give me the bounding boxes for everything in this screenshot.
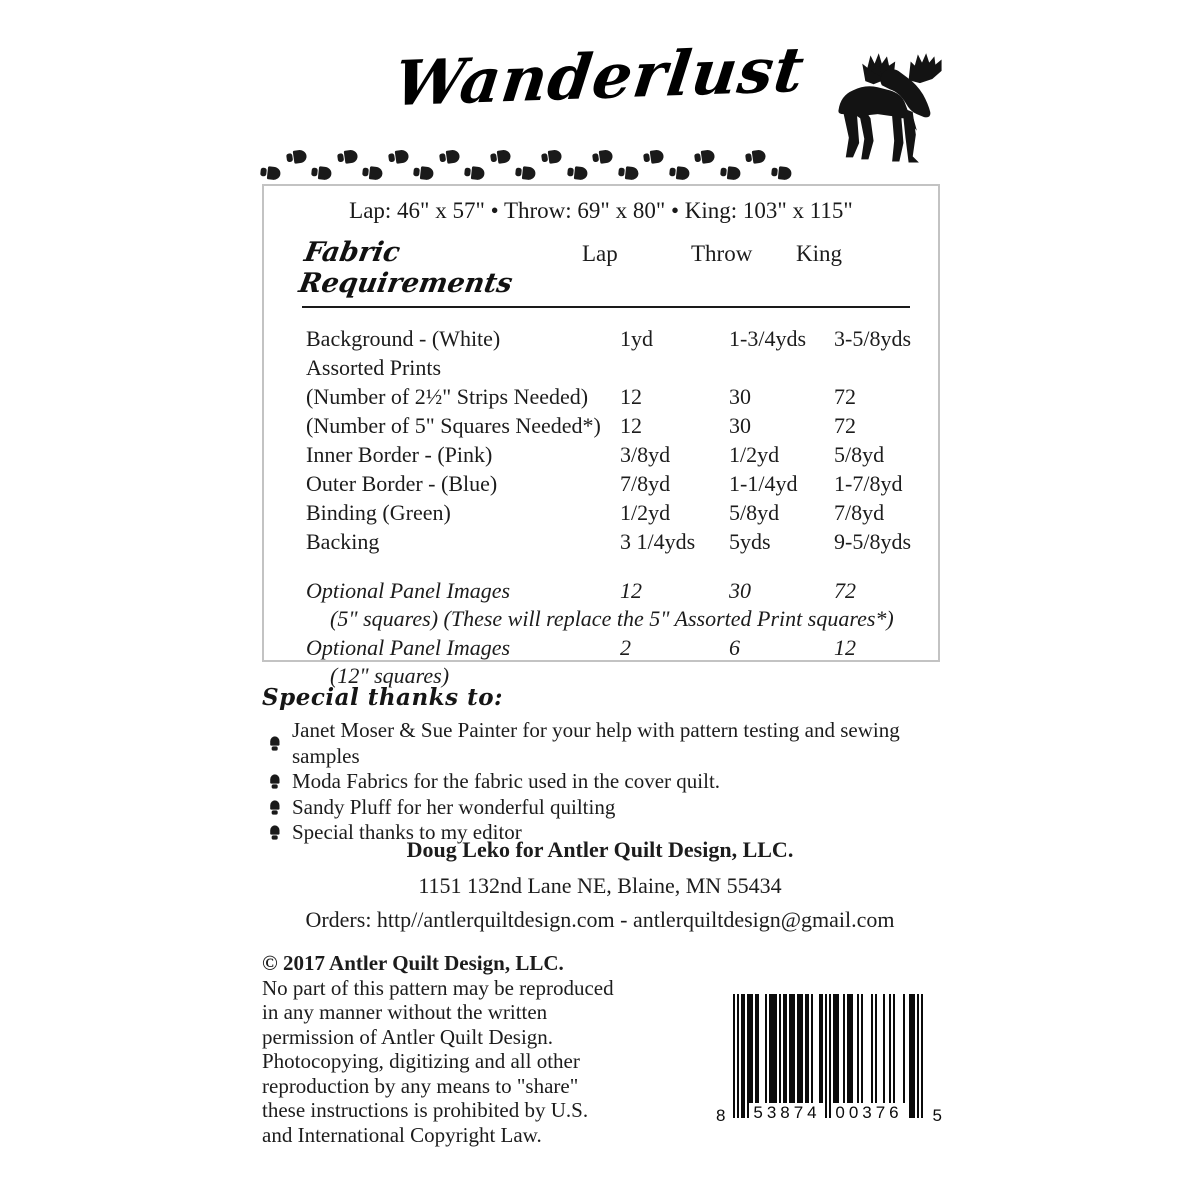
moose-track-icon bbox=[617, 164, 639, 181]
throw-value: 5/8yd bbox=[729, 500, 780, 525]
barcode-left-group: 53874 bbox=[749, 1103, 825, 1123]
barcode-bar bbox=[793, 994, 795, 1104]
barcode-bar bbox=[757, 994, 759, 1104]
table-row bbox=[306, 527, 938, 556]
king-value: 7/8yd bbox=[834, 500, 885, 525]
barcode-bars bbox=[733, 994, 923, 1120]
copyright-line: Photocopying, digitizing and all other bbox=[262, 1049, 580, 1073]
row-label: Outer Border - (Blue) bbox=[306, 471, 498, 496]
barcode-right-group: 00376 bbox=[831, 1103, 907, 1123]
moose-track-trail bbox=[260, 134, 792, 180]
king-value: 12 bbox=[834, 635, 856, 660]
moose-track-icon bbox=[515, 164, 537, 181]
barcode-bar bbox=[801, 994, 803, 1104]
moose-track-icon bbox=[693, 148, 716, 166]
copyright-line: permission of Antler Quilt Design. bbox=[262, 1024, 554, 1049]
row-label: Optional Panel Images bbox=[306, 578, 511, 603]
special-thanks-list bbox=[262, 718, 962, 846]
barcode-bar bbox=[837, 994, 839, 1104]
king-value: 1-7/8yd bbox=[834, 471, 903, 496]
barcode-bar bbox=[811, 994, 813, 1104]
table-row bbox=[306, 411, 938, 440]
barcode-bar bbox=[903, 994, 905, 1118]
copyright-line: in any manner without the written bbox=[262, 1000, 548, 1024]
lap-value: 1/2yd bbox=[620, 500, 671, 525]
moose-track-icon bbox=[770, 164, 792, 181]
thanks-item-text: Special thanks to my editor bbox=[292, 820, 522, 844]
quilt-sizes-line: Lap: 46" x 57" • Throw: 69" x 80" • King: 103" x 115" bbox=[349, 198, 853, 223]
barcode-bar bbox=[821, 994, 823, 1104]
thanks-item-text: Sandy Pluff for her wonderful quilting bbox=[292, 794, 616, 819]
lap-value: 7/8yd bbox=[620, 471, 671, 496]
throw-value: 30 bbox=[729, 413, 751, 438]
hoof-print-bullet-icon bbox=[261, 736, 278, 751]
column-header-king: King bbox=[796, 241, 842, 266]
throw-value: 1/2yd bbox=[729, 442, 780, 467]
lap-value: 12 bbox=[620, 413, 642, 438]
fabric-requirements-box bbox=[262, 184, 940, 688]
moose-track-icon bbox=[438, 148, 461, 166]
moose-track-icon bbox=[591, 148, 614, 166]
copyright-bold-line: © 2017 Antler Quilt Design, LLC. bbox=[262, 951, 564, 975]
barcode-bar bbox=[889, 994, 891, 1104]
moose-track-icon bbox=[310, 164, 332, 181]
thanks-item-text: Janet Moser & Sue Painter for your help with pattern testing and sewing samples bbox=[292, 718, 900, 768]
table-row bbox=[306, 382, 938, 411]
fabric-requirements-heading: Fabric Requirements bbox=[296, 237, 515, 299]
thanks-item bbox=[262, 795, 962, 821]
publisher-orders-line: Orders: http//antlerquiltdesign.com - antlerquiltdesign@gmail.com bbox=[305, 907, 895, 932]
barcode-bar bbox=[871, 994, 873, 1104]
barcode-bar bbox=[861, 994, 863, 1104]
barcode-bar bbox=[913, 994, 915, 1118]
row-spacer bbox=[306, 556, 938, 576]
publisher-address: 1151 132nd Lane NE, Blaine, MN 55434 bbox=[418, 873, 782, 898]
table-row bbox=[306, 440, 938, 469]
barcode-bar bbox=[779, 994, 781, 1104]
throw-value: 5yds bbox=[729, 529, 771, 554]
moose-track-icon bbox=[642, 148, 665, 166]
throw-value bbox=[729, 353, 834, 382]
table-row bbox=[306, 353, 938, 382]
barcode-bar bbox=[875, 994, 877, 1104]
table-row bbox=[306, 324, 938, 353]
moose-track-icon bbox=[361, 164, 383, 181]
king-value: 72 bbox=[834, 413, 856, 438]
throw-value: 6 bbox=[729, 635, 740, 660]
row-label: (Number of 5" Squares Needed*) bbox=[306, 413, 601, 438]
barcode-bar bbox=[743, 994, 745, 1118]
moose-track-icon bbox=[719, 164, 741, 181]
barcode-digit-left: 8 bbox=[716, 1106, 726, 1125]
king-value: 72 bbox=[834, 578, 856, 603]
moose-track-icon bbox=[413, 164, 435, 181]
moose-icon bbox=[820, 50, 956, 172]
thanks-item-text: Moda Fabrics for the fabric used in the cover quilt. bbox=[292, 769, 721, 793]
barcode-bar bbox=[917, 994, 919, 1118]
row-label: Backing bbox=[306, 529, 380, 554]
lap-value bbox=[620, 353, 729, 382]
king-value: 9-5/8yds bbox=[834, 529, 911, 554]
special-thanks-section bbox=[262, 684, 962, 846]
barcode-bar bbox=[751, 994, 753, 1118]
barcode bbox=[716, 994, 942, 1139]
king-value: 5/8yd bbox=[834, 442, 885, 467]
lap-value: 12 bbox=[620, 578, 642, 603]
moose-track-icon bbox=[489, 148, 512, 166]
barcode-bar bbox=[829, 994, 831, 1118]
throw-value: 1-1/4yd bbox=[729, 471, 798, 496]
barcode-bar bbox=[825, 994, 827, 1118]
king-value: 72 bbox=[834, 384, 856, 409]
moose-track-icon bbox=[566, 164, 588, 181]
moose-track-icon bbox=[336, 148, 359, 166]
throw-value: 30 bbox=[729, 578, 751, 603]
barcode-bar bbox=[851, 994, 853, 1104]
barcode-bar bbox=[733, 994, 735, 1118]
king-value bbox=[834, 353, 938, 382]
hoof-print-bullet-icon bbox=[261, 774, 278, 789]
copyright-line: No part of this pattern may be reproduced bbox=[262, 975, 614, 1000]
copyright-text bbox=[262, 976, 682, 1148]
special-thanks-heading: Special thanks to: bbox=[262, 684, 504, 711]
table-row bbox=[306, 498, 938, 527]
barcode-bar bbox=[843, 994, 845, 1104]
row-label: Background - (White) bbox=[306, 326, 501, 351]
table-header-row bbox=[296, 237, 910, 308]
lap-value: 1yd bbox=[620, 326, 653, 351]
barcode-bar bbox=[737, 994, 739, 1118]
row-label: Optional Panel Images bbox=[306, 635, 511, 660]
throw-value: 1-3/4yds bbox=[729, 326, 806, 351]
column-header-throw: Throw bbox=[691, 241, 753, 266]
moose-track-icon bbox=[387, 148, 410, 166]
row-label: Assorted Prints bbox=[306, 355, 442, 380]
barcode-bar bbox=[857, 994, 859, 1104]
thanks-item bbox=[262, 718, 962, 769]
king-value: 3-5/8yds bbox=[834, 326, 911, 351]
publisher-section bbox=[200, 832, 1000, 936]
moose-track-icon bbox=[744, 148, 767, 166]
copyright-line: these instructions is prohibited by U.S. bbox=[262, 1098, 589, 1122]
copyright-line: reproduction by any means to "share" bbox=[262, 1073, 579, 1098]
barcode-bar bbox=[775, 994, 777, 1104]
hoof-print-bullet-icon bbox=[261, 800, 278, 815]
publisher-name: Doug Leko for Antler Quilt Design, LLC. bbox=[406, 837, 794, 862]
moose-track-icon bbox=[540, 148, 563, 166]
column-header-lap: Lap bbox=[582, 241, 618, 266]
moose-track-icon bbox=[285, 148, 308, 166]
barcode-bar bbox=[765, 994, 767, 1104]
row-label: Inner Border - (Pink) bbox=[306, 442, 493, 467]
barcode-bar bbox=[921, 994, 923, 1118]
table-note: (5" squares) (These will replace the 5" Assorted Print squares*) bbox=[330, 606, 894, 631]
barcode-bar bbox=[807, 994, 809, 1104]
table-note: (12" squares) bbox=[330, 663, 450, 688]
pattern-title bbox=[0, 32, 1200, 121]
throw-value: 30 bbox=[729, 384, 751, 409]
barcode-bar bbox=[883, 994, 885, 1104]
moose-track-icon bbox=[464, 164, 486, 181]
copyright-section bbox=[262, 951, 682, 1147]
table-row bbox=[306, 576, 938, 605]
pattern-title-text: Wanderlust bbox=[390, 32, 810, 121]
barcode-bar bbox=[893, 994, 895, 1104]
barcode-bar bbox=[785, 994, 787, 1104]
moose-track-icon bbox=[259, 164, 281, 181]
lap-value: 3 1/4yds bbox=[620, 529, 696, 554]
thanks-item bbox=[262, 769, 962, 795]
fabric-requirements-rows bbox=[306, 324, 938, 690]
table-row bbox=[306, 469, 938, 498]
copyright-line: and International Copyright Law. bbox=[262, 1122, 542, 1147]
moose-antler-right bbox=[909, 53, 942, 83]
lap-value: 2 bbox=[620, 635, 631, 660]
moose-track-icon bbox=[668, 164, 690, 181]
table-row bbox=[306, 633, 938, 662]
row-label: (Number of 2½" Strips Needed) bbox=[306, 384, 589, 409]
row-label: Binding (Green) bbox=[306, 500, 451, 525]
lap-value: 3/8yd bbox=[620, 442, 671, 467]
lap-value: 12 bbox=[620, 384, 642, 409]
barcode-digit-right: 5 bbox=[932, 1106, 942, 1125]
